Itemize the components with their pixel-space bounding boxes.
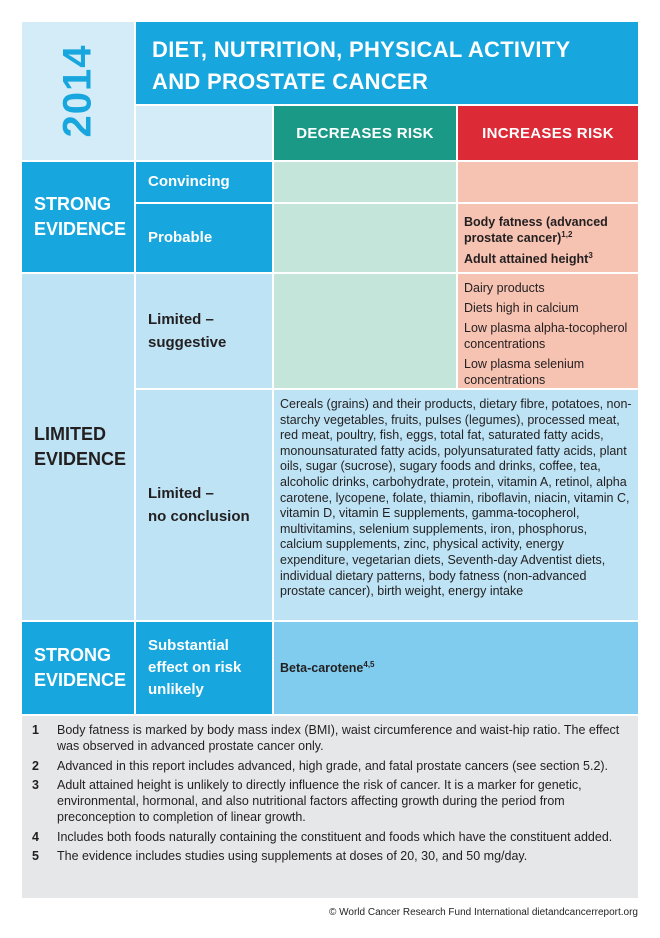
increases-risk-label: INCREASES RISK bbox=[482, 124, 614, 142]
title-banner bbox=[136, 22, 638, 104]
footnote-2: 2 Advanced in this report includes advanced, high grade, and fatal prostate cancers (see section 5.2). bbox=[32, 758, 609, 773]
probable-row-label bbox=[136, 204, 272, 272]
year-label: 2014 bbox=[55, 44, 100, 138]
convincing-increases-cell bbox=[458, 162, 638, 202]
convincing-decreases-cell bbox=[274, 162, 456, 202]
footnote-3: 3 Adult attained height is unlikely to directly influence the risk of cancer. It is a marker for genetic, environmental, hormonal, and also nutritional factors affecting growth during the period from preconception to completion of linear growth. bbox=[32, 778, 582, 824]
no-conclusion-cell bbox=[274, 390, 638, 620]
footnote-1: 1 Body fatness is marked by body mass index (BMI), waist circumference and waist-hip ratio. The effect was observed in advanced prostate cancer only. bbox=[32, 723, 620, 753]
page-title-line-2: AND PROSTATE CANCER bbox=[152, 69, 429, 94]
suggestive-decreases-cell bbox=[274, 274, 456, 388]
substantial-label-2: effect on risk bbox=[148, 659, 242, 676]
limited-evidence-category bbox=[22, 274, 134, 620]
strong-evidence-unlikely-category bbox=[22, 622, 134, 714]
suggestive-label-1: Limited – bbox=[148, 311, 214, 328]
probable-label: Probable bbox=[148, 229, 213, 246]
suggestive-increases-cell bbox=[458, 274, 638, 388]
substantial-effect-row-label bbox=[136, 622, 272, 714]
no-conclusion-row-label bbox=[136, 390, 272, 620]
footnotes bbox=[22, 716, 638, 898]
limited-evidence-label-1: LIMITED bbox=[34, 424, 106, 444]
strong-evidence-category bbox=[22, 162, 134, 272]
strong-evidence-label-2: EVIDENCE bbox=[34, 219, 127, 239]
page-title-line-1: DIET, NUTRITION, PHYSICAL ACTIVITY bbox=[152, 37, 571, 62]
beta-carotene-item: Beta-carotene$^{4,5}$ bbox=[280, 659, 375, 675]
list-item: Adult attained height$^3$ bbox=[464, 250, 593, 266]
probable-decreases-cell bbox=[274, 204, 456, 272]
list-item: Low plasma selenium concentrations bbox=[464, 357, 585, 387]
list-item: Body fatness (advanced prostate cancer)$^{1,2}$ bbox=[464, 215, 608, 245]
no-conclusion-label-1: Limited – bbox=[148, 485, 214, 502]
strong-evidence-2-label-2: EVIDENCE bbox=[34, 670, 127, 690]
substantial-effect-cell bbox=[274, 622, 638, 714]
probable-increases-cell bbox=[458, 204, 638, 272]
list-item: Dairy products bbox=[464, 281, 545, 295]
copyright-footer: © World Cancer Research Fund International dietandcancerreport.org bbox=[328, 907, 638, 918]
no-conclusion-text: Cereals (grains) and their products, dietary fibre, potatoes, non-starchy vegetables, fruits, pulses (legumes), processed meat, red meat, poultry, fish, eggs, total fat, saturated fatty acids, monounsaturated fatty acids, polyunsaturated fatty acids, plant oils, sugar (sucrose), sugary foods and drinks, coffee, tea, alcoholic drinks, carbohydrate, protein, vitamin A, retinol, alpha carotene, lycopene, folate, thiamin, riboflavin, niacin, vitamin C, vitamin D, vitamin E supplements, gamma-tocopherol, multivitamins, selenium supplements, iron, phosphorus, calcium supplements, zinc, physical activity, energy expenditure, vegetarian diets, Seventh-day Adventist diets, individual dietary patterns, body fatness (non-advanced prostate cancer), birth weight, energy intake bbox=[280, 397, 632, 599]
evidence-matrix bbox=[22, 22, 638, 714]
limited-evidence-label-2: EVIDENCE bbox=[34, 449, 127, 469]
decreases-risk-header bbox=[274, 106, 456, 160]
no-conclusion-label-2: no conclusion bbox=[148, 508, 250, 525]
convincing-row-label bbox=[136, 162, 272, 202]
year-cell bbox=[22, 22, 134, 160]
convincing-label: Convincing bbox=[148, 173, 230, 190]
increases-risk-header bbox=[458, 106, 638, 160]
decreases-risk-label: DECREASES RISK bbox=[296, 124, 434, 142]
footnote-4: 4 Includes both foods naturally containing the constituent and foods which have the constituent added. bbox=[32, 829, 613, 844]
strong-evidence-2-label-1: STRONG bbox=[34, 645, 112, 665]
strong-evidence-label-1: STRONG bbox=[34, 194, 112, 214]
header-blank-cell bbox=[136, 106, 272, 160]
list-item: Diets high in calcium bbox=[464, 301, 579, 315]
list-item: Low plasma alpha-tocopherol concentrations bbox=[464, 321, 628, 351]
suggestive-label-2: suggestive bbox=[148, 334, 227, 351]
suggestive-row-label bbox=[136, 274, 272, 388]
substantial-label-1: Substantial bbox=[148, 637, 229, 654]
footnote-5: 5 The evidence includes studies using supplements at doses of 20, 30, and 50 mg/day. bbox=[32, 849, 528, 863]
substantial-label-3: unlikely bbox=[148, 681, 204, 698]
